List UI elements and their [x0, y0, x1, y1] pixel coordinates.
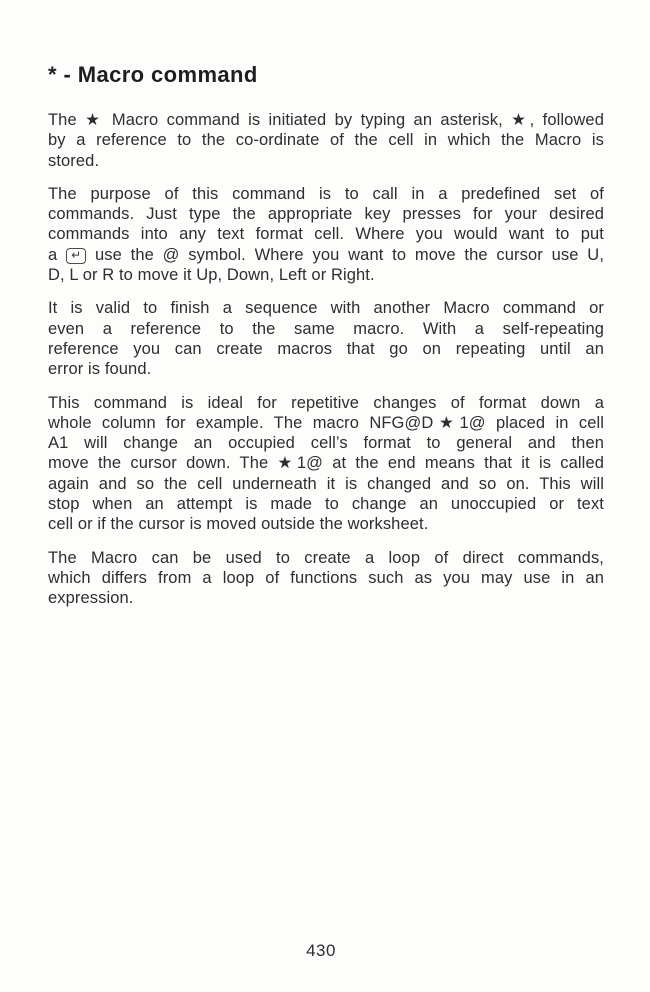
text-line: reference you can create macros that go on repeating until an: [48, 339, 604, 358]
text-line: stop when an attempt is made to change an unoccupied or text: [48, 495, 604, 514]
text-line: even a reference to the same macro. With a self-repeating: [48, 319, 604, 338]
text-line: move the cursor down. The ★1@ at the end means that it is called: [48, 454, 604, 473]
text-line: A1 will change an occupied cell’s format to general and then: [48, 434, 604, 453]
page-title: * - Macro command: [48, 62, 258, 87]
text-line: stored.: [48, 151, 100, 170]
key-line: [48, 245, 604, 265]
text-line: whole column for example. The macro NFG@D★1@ placed in cell: [48, 413, 604, 432]
text-line: It is valid to finish a sequence with another Macro command or: [48, 299, 604, 318]
enter-key-icon: ↵: [66, 248, 86, 264]
text-line: This command is ideal for repetitive changes of format down a: [48, 393, 604, 412]
text-line: The ★ Macro command is initiated by typing an asterisk, ★, followed: [48, 111, 604, 129]
text-line: commands into any text format cell. Where you would want to put: [48, 225, 604, 244]
text-line: expression.: [48, 589, 134, 608]
text-line: which differs from a loop of functions such as you may use in an: [48, 568, 604, 587]
paragraph-2-start: [48, 184, 604, 245]
text-line: by a reference to the co-ordinate of the cell in which the Macro is: [48, 131, 604, 150]
paragraph-5: [48, 548, 604, 609]
text-line: D, L or R to move it Up, Down, Left or Right.: [48, 266, 375, 285]
text-line: The purpose of this command is to call in a predefined set of: [48, 184, 604, 203]
text-line: The Macro can be used to create a loop of direct commands,: [48, 548, 604, 567]
key-line-after: use the @ symbol. Where you want to move the cursor use U,: [95, 245, 605, 264]
paragraph-3: [48, 298, 604, 379]
paragraph-2: [48, 184, 604, 285]
paragraph-1: [48, 110, 604, 171]
key-line-before: a: [48, 245, 58, 264]
paragraph-4: [48, 393, 604, 535]
text-line: again and so the cell underneath it is changed and so on. This will: [48, 474, 604, 493]
page-number: 430: [306, 941, 336, 960]
text-line: error is found.: [48, 360, 152, 379]
text-line: cell or if the cursor is moved outside the worksheet.: [48, 515, 429, 534]
text-line: commands. Just type the appropriate key presses for your desired: [48, 205, 604, 224]
